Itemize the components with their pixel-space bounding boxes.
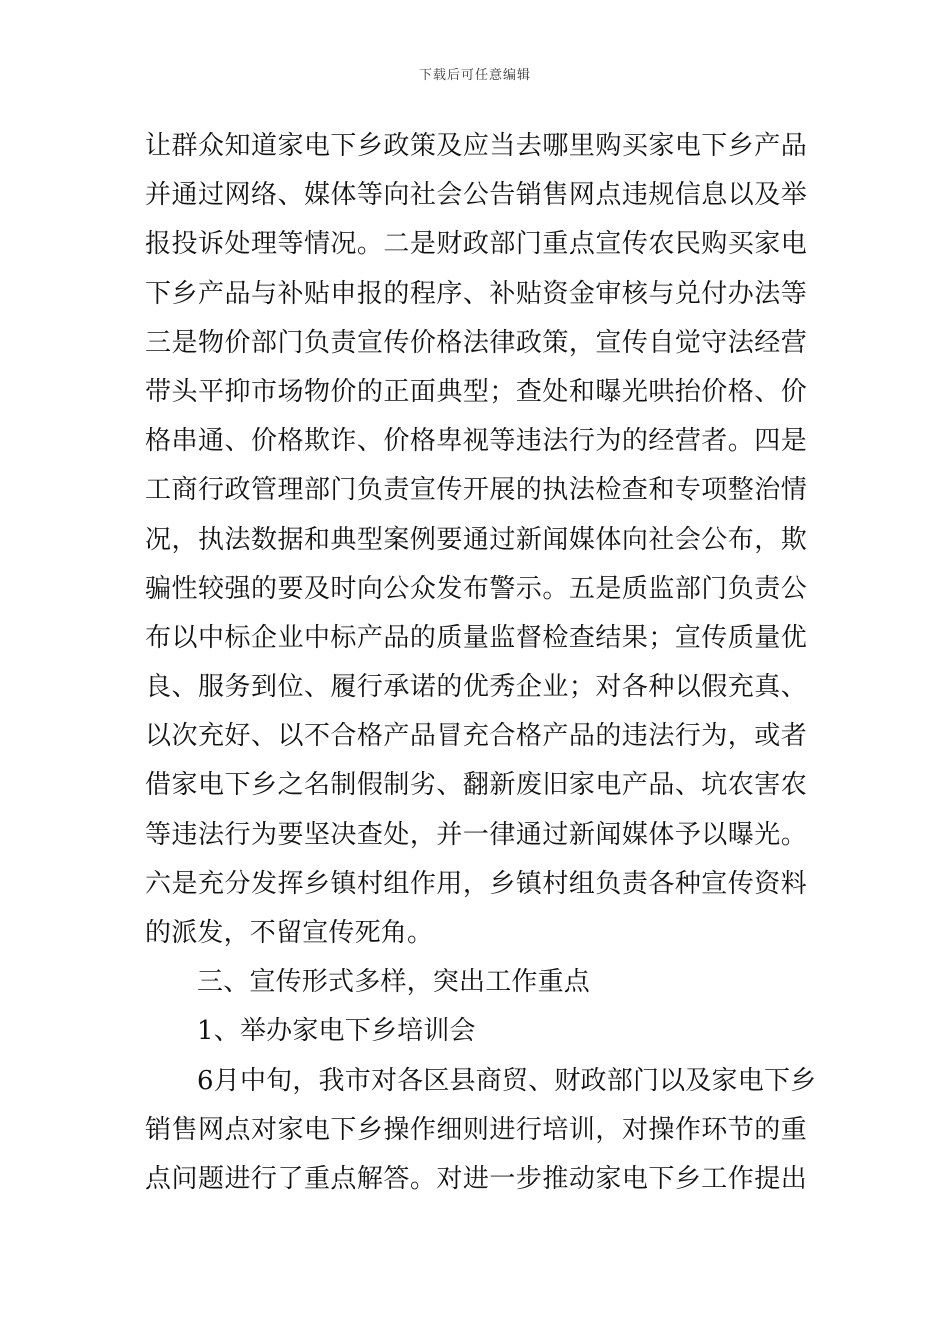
text-line: 的派发，不留宣传死角。 [145, 918, 434, 948]
text-line: 良、服务到位、履行承诺的优秀企业；对各种以假充真、 [145, 672, 807, 703]
text-line: 况，执法数据和典型案例要通过新闻媒体向社会公布，欺 [145, 524, 807, 555]
text-line: 骗性较强的要及时向公众发布警示。五是质监部门负责公 [145, 573, 807, 604]
text-line: 点问题进行了重点解答。对进一步推动家电下乡工作提出 [145, 1163, 807, 1194]
text-line: 下乡产品与补贴申报的程序、补贴资金审核与兑付办法等 [145, 278, 807, 309]
text-line: 三、宣传形式多样，突出工作重点 [197, 967, 591, 998]
page-header-note: 下载后可任意编辑 [418, 68, 531, 83]
text-line: 带头平抑市场物价的正面典型；查处和曝光哄抬价格、价 [145, 376, 807, 407]
text-line: 布以中标企业中标产品的质量监督检查结果；宣传质量优 [145, 622, 807, 653]
text-line: 借家电下乡之名制假制劣、翻新废旧家电产品、坑农害农 [145, 770, 807, 801]
text-line: 工商行政管理部门负责宣传开展的执法检查和专项整治情 [145, 475, 807, 506]
text-line: 1、举办家电下乡培训会 [197, 1016, 476, 1047]
text-line: 6月中旬，我市对各区县商贸、财政部门以及家电下乡 [197, 1065, 817, 1096]
text-line: 报投诉处理等情况。二是财政部门重点宣传农民购买家电 [145, 229, 807, 260]
text-line: 让群众知道家电下乡政策及应当去哪里购买家电下乡产品 [145, 131, 807, 161]
text-line: 并通过网络、媒体等向社会公告销售网点违规信息以及举 [145, 180, 807, 211]
text-line: 三是物价部门负责宣传价格法律政策，宣传自觉守法经营 [145, 327, 807, 358]
text-line: 销售网点对家电下乡操作细则进行培训，对操作环节的重 [145, 1114, 807, 1145]
text-line: 以次充好、以不合格产品冒充合格产品的违法行为，或者 [145, 721, 807, 752]
text-line: 格串通、价格欺诈、价格卑视等违法行为的经营者。四是 [145, 426, 807, 457]
document-body [145, 122, 817, 1204]
text-line: 六是充分发挥乡镇村组作用，乡镇村组负责各种宣传资料 [145, 868, 807, 899]
text-line: 等违法行为要坚决查处，并一律通过新闻媒体予以曝光。 [145, 819, 807, 850]
